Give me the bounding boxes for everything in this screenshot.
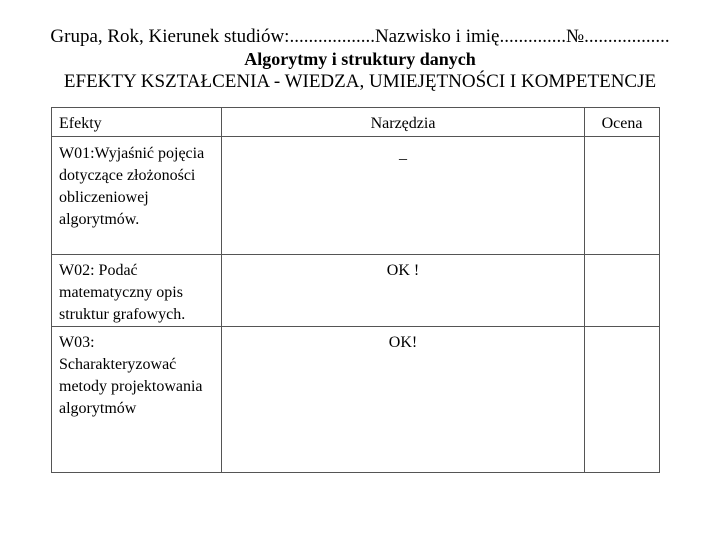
grade-cell: [585, 255, 660, 327]
outcome-text: W01:Wyjaśnić pojęcia dotyczące złożoności obliczeniowej algorytmów.: [59, 145, 205, 228]
table-row: [52, 327, 660, 473]
tools-cell: OK!: [222, 327, 585, 473]
outcome-text: W03: Scharakteryzować metody projektowania algorytmów: [59, 334, 203, 417]
column-header-ocena: Ocena: [585, 108, 660, 137]
table-header-row: [52, 108, 660, 137]
section-title: EFEKTY KSZTAŁCENIA - WIEDZA, UMIEJĘTNOŚCI I KOMPETENCJE: [63, 71, 657, 92]
learning-outcomes-table: [51, 107, 660, 473]
table-row: [52, 255, 660, 327]
column-header-narzedzia: Narzędzia: [222, 108, 585, 137]
column-header-efekty: Efekty: [52, 108, 222, 137]
outcome-cell: [52, 255, 222, 327]
tools-cell: OK !: [222, 255, 585, 327]
header-info-line: Grupa, Rok, Kierunek studiów:..................Nazwisko i imię..............№..................: [50, 26, 670, 47]
outcome-cell: [52, 327, 222, 473]
table-row: [52, 137, 660, 255]
tools-cell: _: [222, 137, 585, 255]
outcome-cell: [52, 137, 222, 255]
grade-cell: [585, 327, 660, 473]
grade-cell: [585, 137, 660, 255]
course-title: Algorytmy i struktury danych: [244, 49, 476, 69]
outcome-text: W02: Podać matematyczny opis struktur grafowych.: [59, 262, 186, 323]
